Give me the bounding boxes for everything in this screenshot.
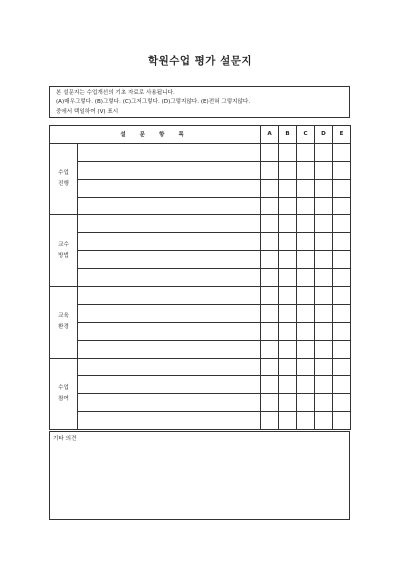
question-text-cell[interactable] (78, 179, 261, 197)
rating-cell-e[interactable] (333, 394, 351, 412)
category-label (50, 143, 78, 215)
rating-cell-a[interactable] (261, 394, 279, 412)
question-row (50, 304, 351, 322)
question-row (50, 269, 351, 287)
instruction-line-2: (A)매우그렇다. (B)그렇다. (C)그저그렇다. (D)그렇지않다. (E)전혀 그렇지않다. (56, 99, 251, 106)
question-text-cell[interactable] (78, 412, 261, 430)
question-text-cell[interactable] (78, 215, 261, 233)
rating-cell-d[interactable] (315, 251, 333, 269)
rating-cell-c[interactable] (297, 322, 315, 340)
rating-cell-c[interactable] (297, 358, 315, 376)
rating-cell-d[interactable] (315, 233, 333, 251)
survey-body (50, 143, 351, 429)
category-label-line2: 참여 (58, 395, 69, 402)
rating-cell-c[interactable] (297, 340, 315, 358)
category-label (50, 215, 78, 287)
instruction-line-3: 중에서 택일하여 (V) 표시 (56, 108, 119, 115)
question-row (50, 179, 351, 197)
rating-cell-b[interactable] (279, 304, 297, 322)
rating-cell-b[interactable] (279, 340, 297, 358)
rating-cell-a[interactable] (261, 322, 279, 340)
rating-cell-e[interactable] (333, 269, 351, 287)
category-label-line2: 환경 (58, 324, 69, 331)
rating-cell-a[interactable] (261, 179, 279, 197)
rating-cell-d[interactable] (315, 358, 333, 376)
rating-cell-d[interactable] (315, 161, 333, 179)
page-title: 학원수업 평가 설문지 (147, 55, 253, 67)
category-label-line2: 방법 (58, 252, 69, 259)
instruction-line-1: 본 설문지는 수업개선의 기초 자료로 사용됩니다. (56, 90, 175, 96)
rating-cell-b[interactable] (279, 215, 297, 233)
rating-cell-c[interactable] (297, 215, 315, 233)
rating-header-d: D (315, 126, 333, 144)
rating-cell-a[interactable] (261, 269, 279, 287)
rating-cell-b[interactable] (279, 161, 297, 179)
rating-cell-b[interactable] (279, 197, 297, 215)
rating-cell-e[interactable] (333, 304, 351, 322)
rating-cell-d[interactable] (315, 197, 333, 215)
question-text-cell[interactable] (78, 269, 261, 287)
question-text-cell[interactable] (78, 287, 261, 305)
rating-cell-b[interactable] (279, 322, 297, 340)
question-row (50, 412, 351, 430)
category-label-line1: 교수 (58, 241, 69, 248)
question-row (50, 322, 351, 340)
rating-cell-a[interactable] (261, 304, 279, 322)
rating-cell-c[interactable] (297, 233, 315, 251)
category-label-line2: 진행 (58, 181, 69, 188)
question-row (50, 233, 351, 251)
rating-cell-d[interactable] (315, 269, 333, 287)
rating-cell-b[interactable] (279, 358, 297, 376)
rating-cell-a[interactable] (261, 251, 279, 269)
rating-cell-b[interactable] (279, 412, 297, 430)
question-text-cell[interactable] (78, 358, 261, 376)
question-row (50, 358, 351, 376)
rating-cell-b[interactable] (279, 376, 297, 394)
rating-cell-c[interactable] (297, 394, 315, 412)
category-label-line1: 수업 (58, 170, 69, 177)
rating-cell-c[interactable] (297, 197, 315, 215)
question-row (50, 340, 351, 358)
rating-header-b: B (279, 126, 297, 144)
rating-cell-e[interactable] (333, 322, 351, 340)
rating-cell-e[interactable] (333, 287, 351, 305)
rating-cell-a[interactable] (261, 197, 279, 215)
question-text-cell[interactable] (78, 394, 261, 412)
question-row (50, 215, 351, 233)
comments-label: 기타 의견 (53, 436, 77, 442)
rating-cell-d[interactable] (315, 394, 333, 412)
rating-cell-b[interactable] (279, 179, 297, 197)
rating-header-c: C (297, 126, 315, 144)
question-row (50, 287, 351, 305)
rating-cell-e[interactable] (333, 143, 351, 161)
rating-cell-e[interactable] (333, 251, 351, 269)
question-text-cell[interactable] (78, 322, 261, 340)
rating-cell-c[interactable] (297, 269, 315, 287)
rating-cell-d[interactable] (315, 179, 333, 197)
question-row (50, 376, 351, 394)
rating-cell-a[interactable] (261, 215, 279, 233)
instructions-box (49, 86, 350, 118)
rating-cell-a[interactable] (261, 143, 279, 161)
rating-cell-a[interactable] (261, 412, 279, 430)
rating-cell-b[interactable] (279, 287, 297, 305)
question-text-cell[interactable] (78, 376, 261, 394)
rating-cell-c[interactable] (297, 179, 315, 197)
category-label (50, 358, 78, 430)
header-row (50, 126, 351, 144)
question-row (50, 161, 351, 179)
rating-cell-c[interactable] (297, 161, 315, 179)
rating-cell-e[interactable] (333, 179, 351, 197)
question-row (50, 394, 351, 412)
question-text-cell[interactable] (78, 340, 261, 358)
rating-cell-e[interactable] (333, 376, 351, 394)
rating-cell-e[interactable] (333, 233, 351, 251)
rating-cell-a[interactable] (261, 358, 279, 376)
rating-cell-a[interactable] (261, 376, 279, 394)
rating-cell-a[interactable] (261, 287, 279, 305)
rating-cell-e[interactable] (333, 215, 351, 233)
rating-cell-d[interactable] (315, 412, 333, 430)
rating-header-e: E (333, 126, 351, 144)
rating-cell-a[interactable] (261, 233, 279, 251)
rating-cell-b[interactable] (279, 394, 297, 412)
rating-cell-d[interactable] (315, 340, 333, 358)
rating-cell-d[interactable] (315, 322, 333, 340)
rating-cell-d[interactable] (315, 376, 333, 394)
rating-cell-b[interactable] (279, 233, 297, 251)
survey-table (49, 125, 351, 430)
rating-cell-d[interactable] (315, 304, 333, 322)
question-text-cell[interactable] (78, 143, 261, 161)
question-row (50, 143, 351, 161)
rating-cell-e[interactable] (333, 412, 351, 430)
rating-cell-c[interactable] (297, 287, 315, 305)
rating-cell-b[interactable] (279, 269, 297, 287)
items-header: 설 문 항 목 (50, 126, 261, 144)
question-text-cell[interactable] (78, 233, 261, 251)
rating-cell-c[interactable] (297, 251, 315, 269)
question-row (50, 251, 351, 269)
rating-cell-d[interactable] (315, 143, 333, 161)
rating-cell-a[interactable] (261, 161, 279, 179)
rating-cell-b[interactable] (279, 251, 297, 269)
rating-cell-c[interactable] (297, 376, 315, 394)
rating-cell-c[interactable] (297, 304, 315, 322)
rating-cell-c[interactable] (297, 143, 315, 161)
question-text-cell[interactable] (78, 161, 261, 179)
question-row (50, 197, 351, 215)
rating-cell-e[interactable] (333, 161, 351, 179)
category-label-line1: 수업 (58, 384, 69, 391)
rating-header-a: A (261, 126, 279, 144)
rating-cell-e[interactable] (333, 358, 351, 376)
question-text-cell[interactable] (78, 304, 261, 322)
category-label-line1: 교육 (58, 313, 69, 320)
rating-cell-e[interactable] (333, 197, 351, 215)
rating-cell-c[interactable] (297, 412, 315, 430)
question-text-cell[interactable] (78, 251, 261, 269)
rating-cell-d[interactable] (315, 215, 333, 233)
rating-cell-d[interactable] (315, 287, 333, 305)
rating-cell-b[interactable] (279, 143, 297, 161)
question-text-cell[interactable] (78, 197, 261, 215)
comments-box[interactable] (49, 431, 350, 520)
rating-cell-a[interactable] (261, 340, 279, 358)
category-label (50, 287, 78, 359)
rating-cell-e[interactable] (333, 340, 351, 358)
